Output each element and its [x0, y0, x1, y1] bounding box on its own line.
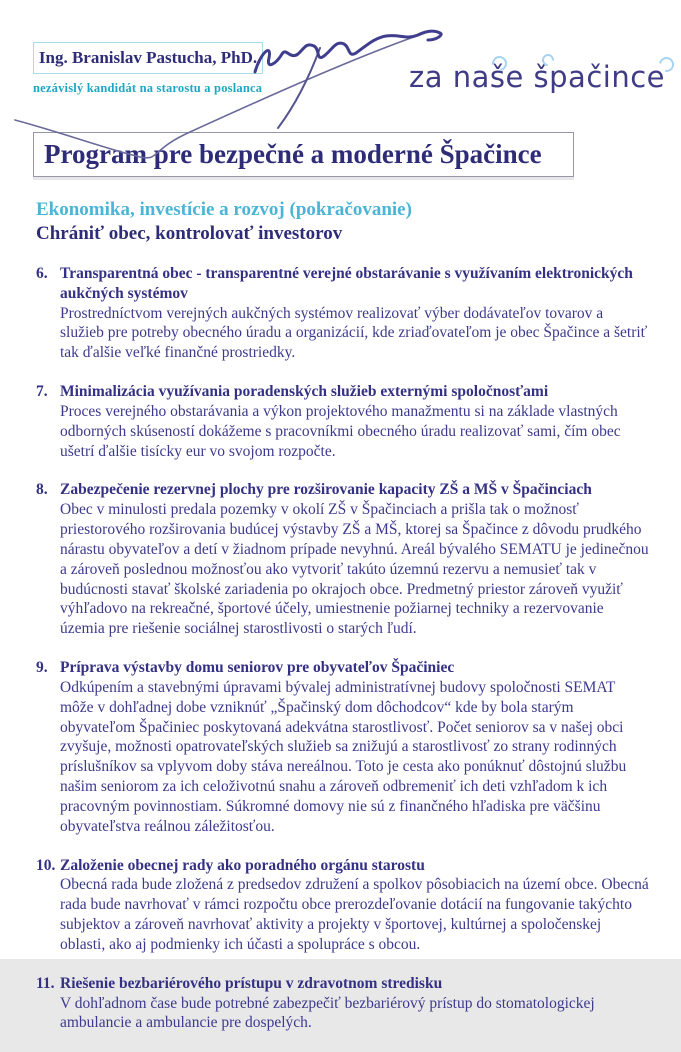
item-number: 8.	[36, 481, 48, 499]
item-body: Prostredníctvom verejných aukčných systémov realizovať výber dodávateľov tovarov a služieb pre potreby obecného úradu a organizácií, kde zriaďovateľom je obec Špačince a šetriť tak ďalšie veľké finančné prostriedky.	[60, 304, 648, 362]
item-body: V dohľadnom čase bude potrebné zabezpečiť bezbariérový prístup do stomatologickej ambulancie a ambulancie pre dospelých.	[60, 994, 595, 1032]
item-title: Zabezpečenie rezervnej plochy pre rozširovanie kapacity ZŠ a MŠ v Špačinciach	[60, 481, 592, 499]
item-title: Príprava výstavby domu seniorov pre obyvateľov Špačiniec	[60, 659, 455, 677]
candidate-name-box	[33, 42, 263, 74]
program-item	[36, 856, 650, 955]
item-number: 9.	[36, 659, 48, 677]
document-title: Program pre bezpečné a moderné Špačince	[44, 139, 542, 169]
campaign-logo-text: za naše špačince	[409, 60, 665, 94]
item-body: Odkúpením a stavebnými úpravami bývalej administratívnej budovy spoločnosti SEMAT môže v dohľadnej dobe vzniknúť „Špačinský dom dôchodcov“ kde by bola starým obyvateľom Špačiniec poskytovaná adekvátna starostlivosť. Počet seniorov sa v našej obci zvyšuje, možnosti opatrovateľských služieb sa znižujú a starostlivosť zo strany rodinných príslušníkov sa vplyvom doby stáva nereálnou. Toto je cesta ako ponúknuť dôstojnú službu našim seniorom za ich celoživotnú snahu a zároveň odbremeniť ich deti vzhľadom k ich pracovným povinnostiam. Súkromné domovy nie sú z finančného hľadiska pre väčšinu obyvateľstva reálnou záležitosťou.	[60, 678, 627, 835]
candidate-name: Ing. Branislav Pastucha, PhD.	[38, 48, 258, 67]
item-title: Minimalizácia využívania poradenských služieb externými spoločnosťami	[60, 383, 549, 401]
section-subheading: Chrániť obec, kontrolovať investorov	[36, 223, 343, 244]
item-title: Riešenie bezbariérového prístupu v zdravotnom stredisku	[60, 974, 443, 992]
item-body: Obecná rada bude zložená z predsedov združení a spolkov pôsobiacich na území obce. Obecná rada bude navrhovať v rámci rozpočtu obce prerozdeľovanie dotácií na fungovanie takýchto subjektov a zároveň navrhovať aktivity a projekty v športovej, kultúrnej a spoločenskej oblasti, ako aj podmienky ich účasti a spolupráce s obcou.	[60, 876, 649, 953]
program-item	[36, 974, 650, 1033]
item-number: 10.	[36, 856, 56, 874]
section-heading: Ekonomika, investície a rozvoj (pokračovanie)	[36, 199, 412, 220]
candidate-subtitle: nezávislý kandidát na starostu a poslanca	[33, 81, 263, 95]
program-list	[36, 264, 650, 1052]
program-item	[36, 480, 650, 639]
document-title-box	[33, 132, 574, 177]
item-title: Transparentná obec - transparentné verejné obstarávanie s využívaním elektronických aukčných systémov	[60, 265, 633, 302]
item-number: 11.	[36, 974, 55, 992]
item-title: Založenie obecnej rady ako poradného orgánu starostu	[60, 856, 425, 874]
program-item	[36, 658, 650, 836]
item-body: Obec v minulosti predala pozemky v okolí ZŠ v Špačinciach a prišla tak o možnosť priestorového rozširovania budúcej výstavby ZŠ a MŠ, ktorej sa Špačince z dôvodu prudkého nárastu obyvateľov a detí v žiadnom prípade nevyhnú. Areál bývalého SEMATU je jedinečnou a zároveň poslednou možnosťou ako vytvoriť takúto územnú rezervu a nemusieť tak v budúcnosti stavať školské zariadenia po okrajoch obce. Predmetný priestor zároveň využiť výhľadovo na rekreačné, športové účely, umiestnenie požiarnej techniky a rezervovanie územia pre riešenie sociálnej starostlivosti o starých ľudí.	[60, 501, 649, 638]
campaign-logo	[409, 60, 665, 94]
program-item	[36, 382, 650, 461]
item-number: 6.	[36, 265, 48, 282]
program-item	[36, 264, 650, 363]
item-number: 7.	[36, 383, 48, 401]
item-body: Proces verejného obstarávania a výkon projektového manažmentu si na základe vlastných odborných skúseností dokážeme s pracovníkmi obecného úradu realizovať sami, čím obec ušetrí ďalšie tisícky eur vo svojom rozpočte.	[60, 402, 621, 460]
